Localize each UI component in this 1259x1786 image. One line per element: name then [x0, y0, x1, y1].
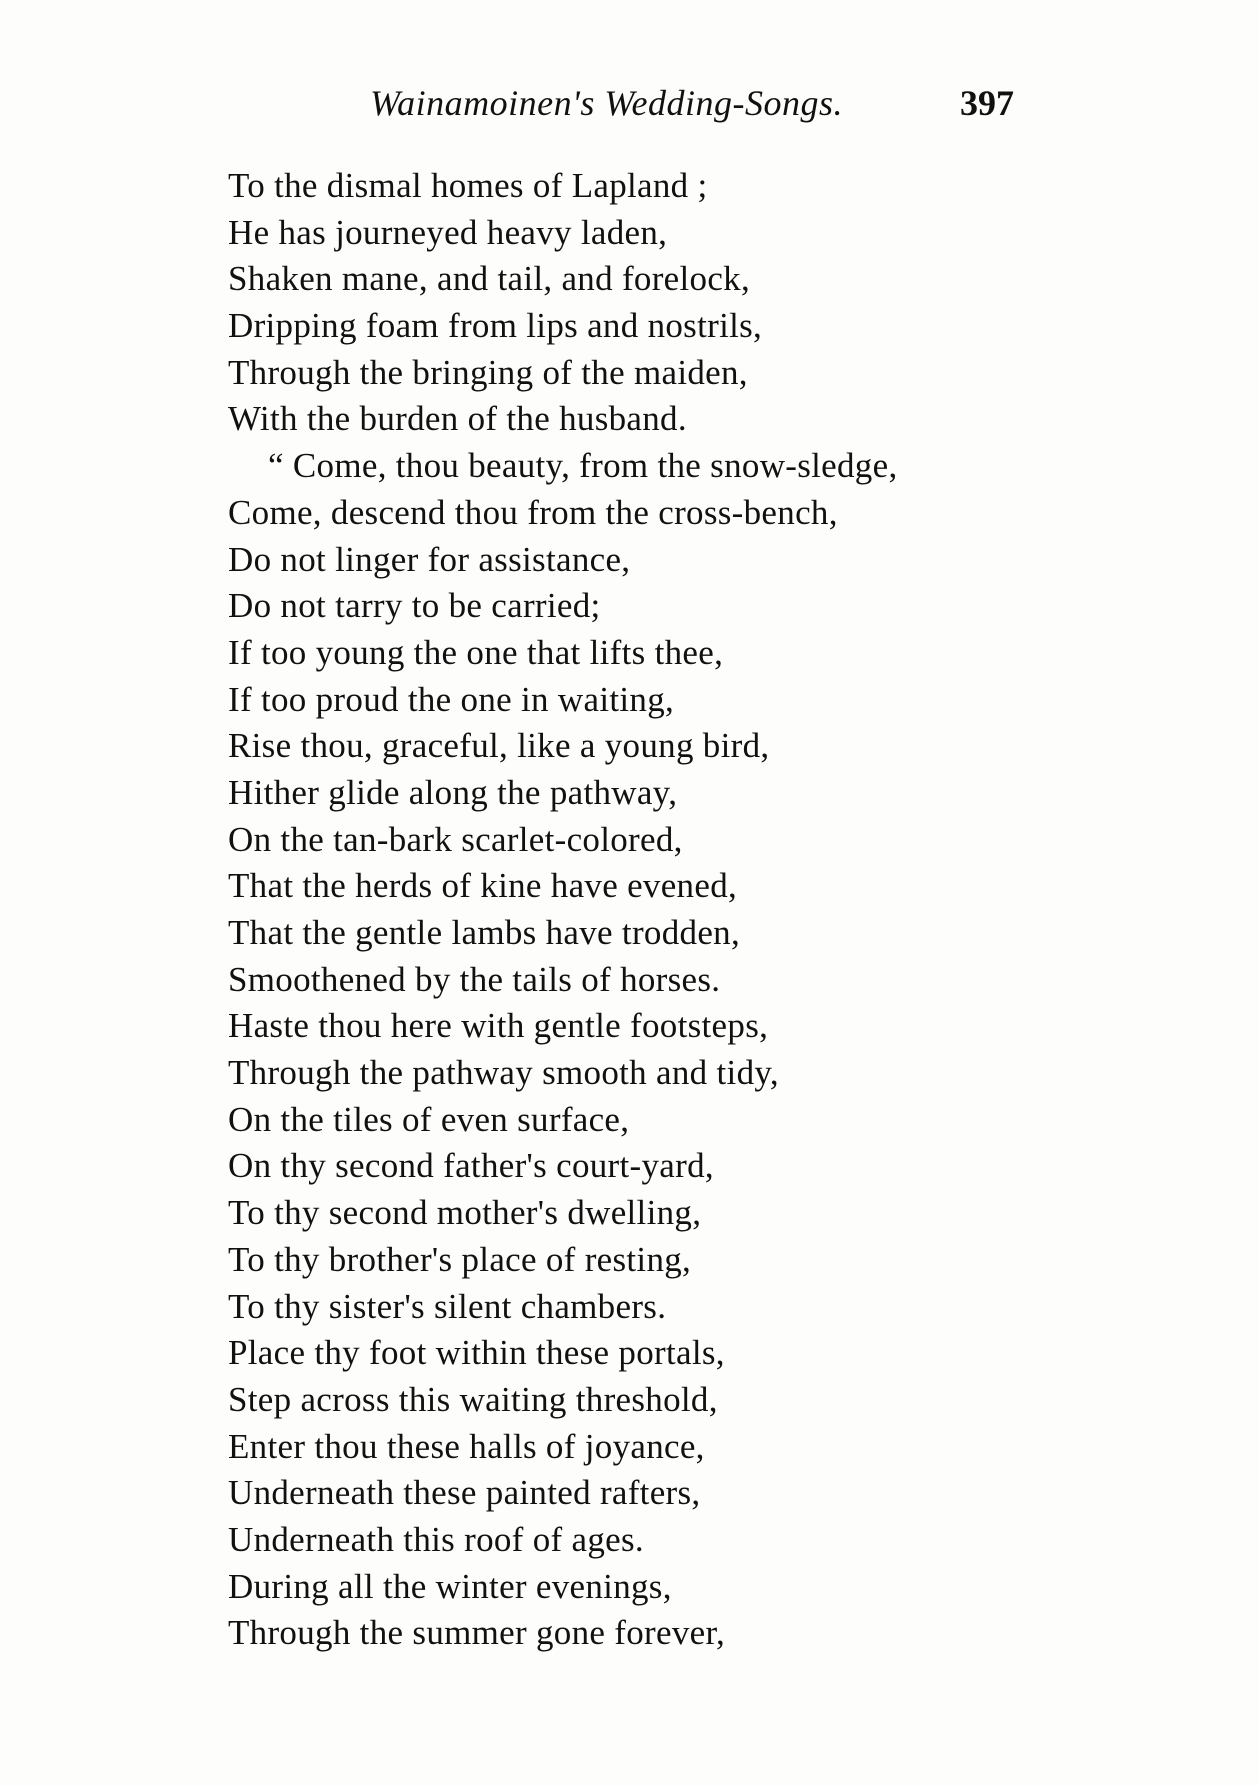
poem-line: Smoothened by the tails of horses.	[228, 959, 721, 999]
poem-line: Step across this waiting threshold,	[228, 1379, 718, 1419]
poem-line: If too young the one that lifts thee,	[228, 632, 724, 672]
poem-line: During all the winter evenings,	[228, 1566, 672, 1606]
header-title: Wainamoinen's Wedding-Songs.	[370, 83, 844, 123]
poem-line: Through the pathway smooth and tidy,	[228, 1053, 779, 1093]
poem-line: Come, descend thou from the cross-bench,	[228, 492, 838, 532]
poem-text	[228, 163, 1128, 1657]
poem-line: To thy sister's silent chambers.	[228, 1286, 667, 1326]
poem-line: On the tiles of even surface,	[228, 1099, 630, 1139]
poem-line: Through the bringing of the maiden,	[228, 352, 748, 392]
poem-line: That the gentle lambs have trodden,	[228, 913, 741, 952]
poem-line: Hither glide along the pathway,	[228, 772, 678, 812]
poem-line: Do not linger for assistance,	[228, 539, 631, 579]
page-number: 397	[960, 83, 1014, 123]
poem-line: To thy brother's place of resting,	[228, 1239, 692, 1279]
poem-line: Through the summer gone forever,	[228, 1613, 726, 1653]
poem-line: On the tan-bark scarlet-colored,	[228, 819, 683, 859]
poem-line: That the herds of kine have evened,	[228, 866, 738, 906]
poem-line: On thy second father's court-yard,	[228, 1146, 714, 1186]
poem-line: To the dismal homes of Lapland ;	[228, 166, 708, 205]
poem-line: Rise thou, graceful, like a young bird,	[228, 726, 770, 766]
poem-line: Shaken mane, and tail, and forelock,	[228, 259, 751, 299]
running-header	[360, 82, 1040, 130]
poem-line: To thy second mother's dwelling,	[228, 1193, 702, 1233]
poem-line: With the burden of the husband.	[228, 399, 687, 439]
poem-line: Underneath these painted rafters,	[228, 1473, 701, 1513]
poem-line: Do not tarry to be carried;	[228, 586, 601, 626]
poem-line: Place thy foot within these portals,	[228, 1333, 725, 1373]
poem-line: Underneath this roof of ages.	[228, 1519, 644, 1559]
poem-line: Dripping foam from lips and nostrils,	[228, 306, 763, 346]
poem-line: Enter thou these halls of joyance,	[228, 1426, 705, 1466]
poem-line: “ Come, thou beauty, from the snow-sledge,	[268, 446, 898, 486]
poem-line: If too proud the one in waiting,	[228, 679, 675, 719]
poem-line: He has journeyed heavy laden,	[228, 212, 668, 252]
poem-line: Haste thou here with gentle footsteps,	[228, 1006, 769, 1046]
